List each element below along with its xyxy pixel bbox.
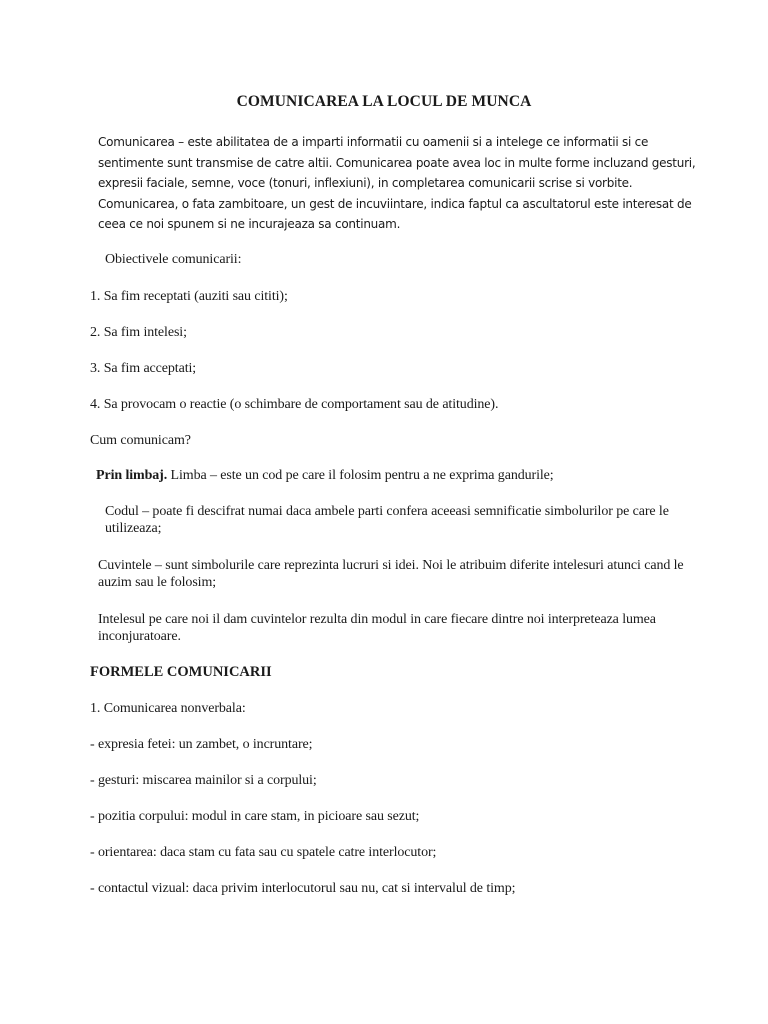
nonverbal-item-5: - contactul vizual: daca privim interlocutorul sau nu, cat si intervalul de timp; [90,881,516,896]
objectives-heading: Obiectivele comunicarii: [105,252,242,267]
objective-item-1: 1. Sa fim receptati (auziti sau cititi); [90,289,288,304]
objective-item-2: 2. Sa fim intelesi; [90,325,187,340]
nonverbal-item-1: - expresia fetei: un zambet, o incruntare; [90,737,313,752]
prin-limbaj-label: Prin limbaj. [96,468,168,483]
prin-limbaj-text: Limba – este un cod pe care il folosim pentru a ne exprima gandurile; [167,468,554,483]
prin-limbaj-paragraph [90,467,696,484]
objective-item-4: 4. Sa provocam o reactie (o schimbare de comportament sau de atitudine). [90,397,499,412]
nonverbal-item-3: - pozitia corpului: modul in care stam, in picioare sau sezut; [90,809,420,824]
forms-heading: FORMELE COMUNICARII [90,664,272,680]
nonverbal-item-4: - orientarea: daca stam cu fata sau cu spatele catre interlocutor; [90,845,437,860]
how-question: Cum comunicam? [90,433,191,448]
intelesul-paragraph: Intelesul pe care noi il dam cuvintelor rezulta din modul in care fiecare dintre noi interpreteaza lumea inconjuratoare. [98,612,656,644]
nonverbal-item-2: - gesturi: miscarea mainilor si a corpului; [90,773,317,788]
codul-paragraph: Codul – poate fi descifrat numai daca ambele parti confera aceeasi semnificatie simbolurilor pe care le utilizeaza; [105,504,669,536]
document-title: COMUNICAREA LA LOCUL DE MUNCA [236,93,532,110]
cuvintele-paragraph: Cuvintele – sunt simbolurile care reprezinta lucruri si idei. Noi le atribuim diferite intelesuri atunci cand le auzim sau le folosim; [98,558,684,590]
nonverbal-heading: 1. Comunicarea nonverbala: [90,701,246,716]
objective-item-3: 3. Sa fim acceptati; [90,361,197,376]
intro-paragraph: Comunicarea – este abilitatea de a imparti informatii cu oamenii si a intelege ce informatii si ce sentimente sunt transmise de catre altii. Comunicarea poate avea loc in multe forme incluzand gesturi, expresii faciale, semne, voce (tonuri, inflexiuni), in completarea comunicarii scrise si vorbite. Comunicarea, o fata zambitoare, un gest de incuviintare, indica faptul ca ascultatorul este interesat de ceea ce noi spunem si ne incurajeaza sa continuam. [98,135,696,231]
